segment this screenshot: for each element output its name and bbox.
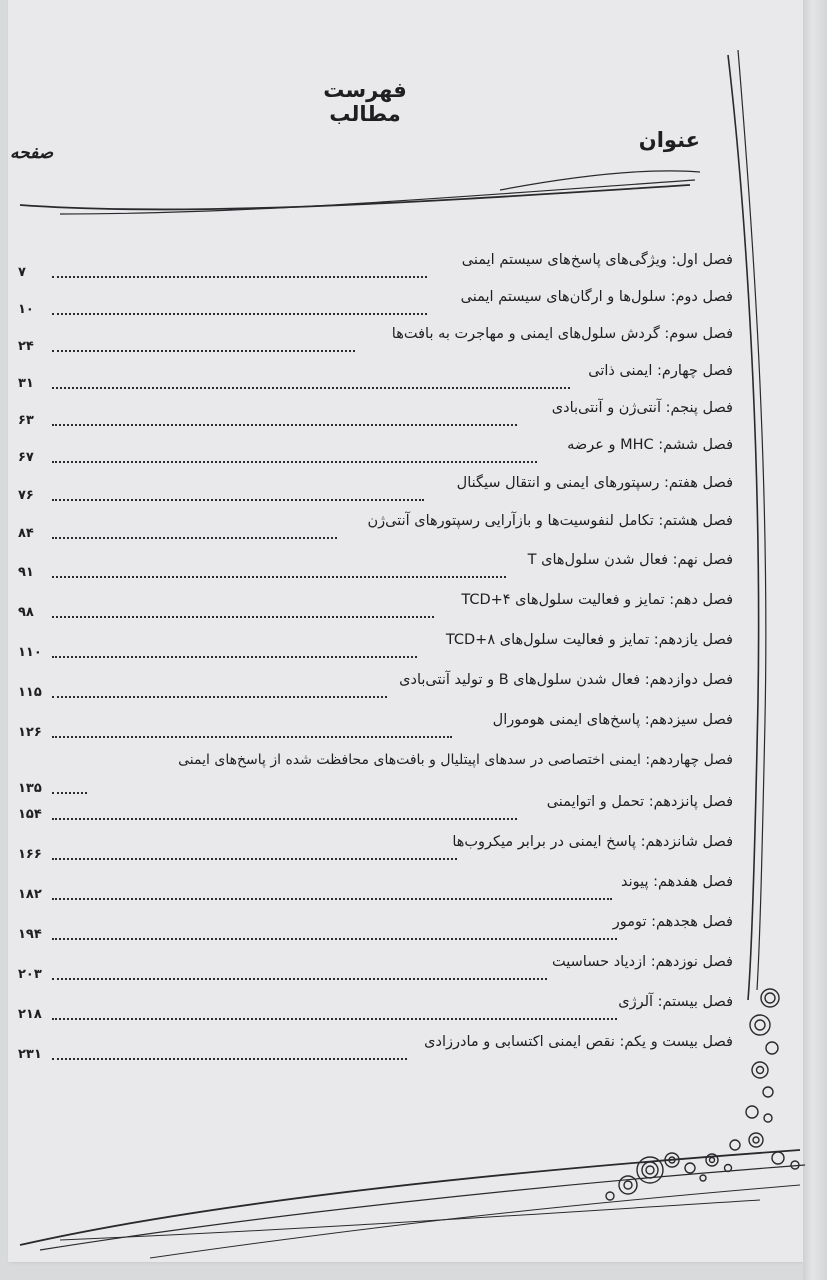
dot-leader (52, 818, 517, 820)
toc-entry-title: فصل هشتم: تکامل لنفوسیت‌ها و بازآرایی رسپتورهای آنتی‌ژن (367, 513, 733, 529)
toc-entry (0, 398, 827, 436)
toc-entry-page: ۷ (18, 265, 26, 280)
toc-entry-title: فصل هفتم: رسپتورهای ایمنی و انتقال سیگنال (456, 475, 733, 491)
toc-entry-title: فصل نوزدهم: ازدیاد حساسیت (552, 954, 733, 970)
dot-leader (52, 736, 452, 738)
toc-entry-page: ۱۶۶ (18, 847, 42, 862)
toc-entry-page: ۹۱ (18, 565, 34, 580)
toc-title: فهرست مطالب (323, 78, 407, 126)
toc-entry-page: ۱۱۵ (18, 685, 42, 700)
dot-leader (52, 1058, 407, 1060)
toc-entry-title: فصل دوم: سلول‌ها و ارگان‌های سیستم ایمنی (460, 289, 733, 305)
toc-entry-page: ۱۵۴ (18, 807, 42, 822)
dot-leader (52, 898, 612, 900)
toc-entry-page: ۸۴ (18, 526, 34, 541)
toc-entry (0, 952, 827, 990)
toc-entry (0, 912, 827, 950)
dot-leader (52, 313, 427, 315)
toc-entry-title: فصل ششم: MHC و عرضه (567, 437, 733, 453)
toc-entry-title: فصل سوم: گردش سلول‌های ایمنی و مهاجرت به بافت‌ها (391, 326, 733, 342)
dot-leader (52, 696, 387, 698)
column-page-heading: صفحه (10, 143, 54, 163)
toc-entry (0, 590, 827, 628)
toc-entry-page: ۹۸ (18, 605, 34, 620)
toc-entry-title: فصل پنجم: آنتی‌ژن و آنتی‌بادی (551, 400, 733, 416)
toc-entry-page: ۶۳ (18, 413, 34, 428)
toc-entry (0, 710, 827, 748)
toc-entry-title: فصل هجدهم: تومور (612, 914, 733, 930)
dot-leader (52, 350, 355, 352)
toc-entry (0, 832, 827, 870)
dot-leader (52, 1018, 617, 1020)
toc-entry (0, 670, 827, 708)
toc-entry (0, 550, 827, 588)
toc-entry-page: ۱۹۴ (18, 927, 42, 942)
toc-entry-page: ۷۶ (18, 488, 34, 503)
toc-entry-page: ۱۱۰ (18, 645, 42, 660)
toc-entry-page: ۲۴ (18, 339, 34, 354)
dot-leader (52, 537, 337, 539)
toc-entry (0, 1032, 827, 1070)
column-title-heading: عنوان (638, 128, 700, 152)
toc-entry (0, 435, 827, 473)
toc-entry (0, 792, 827, 830)
dot-leader (52, 276, 427, 278)
dot-leader (52, 424, 517, 426)
toc-entry (0, 361, 827, 399)
toc-entry-title: فصل سیزدهم: پاسخ‌های ایمنی هومورال (492, 712, 733, 728)
toc-entry-page: ۳۱ (18, 376, 34, 391)
toc-entry (0, 250, 827, 288)
toc-entry (0, 324, 827, 362)
toc-entry (0, 473, 827, 511)
toc-entry-page: ۲۳۱ (18, 1047, 42, 1062)
dot-leader (52, 858, 457, 860)
dot-leader (52, 938, 617, 940)
toc-entry-page: ۶۷ (18, 450, 34, 465)
toc-entry-title: فصل دهم: تمایز و فعالیت سلول‌های ۴+TCD (461, 592, 733, 608)
toc-entry-page: ۲۱۸ (18, 1007, 42, 1022)
toc-entry-title: فصل بیستم: آلرژی (618, 994, 733, 1010)
toc-entry-title: فصل چهاردهم: ایمنی اختصاصی در سدهای اپیتلیال و بافت‌های محافظت شده از پاسخ‌های ایمنی (178, 752, 733, 768)
toc-entry (0, 872, 827, 910)
dot-leader (52, 978, 547, 980)
toc-entry-title: فصل دوازدهم: فعال شدن سلول‌های B و تولید آنتی‌بادی (399, 672, 733, 688)
dot-leader (52, 461, 537, 463)
toc-entry-title: فصل هفدهم: پیوند (620, 874, 733, 890)
toc-entry-page: ۲۰۳ (18, 967, 42, 982)
toc-entry (0, 511, 827, 549)
toc-entry (0, 750, 827, 796)
dot-leader (52, 387, 570, 389)
toc-entry-title: فصل شانزدهم: پاسخ ایمنی در برابر میکروب‌ها (452, 834, 733, 850)
toc-entry-page: ۱۳۵ (18, 781, 42, 796)
toc-entry-title: فصل نهم: فعال شدن سلول‌های T (527, 552, 733, 568)
toc-entry-title: فصل چهارم: ایمنی ذاتی (588, 363, 733, 379)
toc-entry-page: ۱۰ (18, 302, 34, 317)
toc-entry-page: ۱۲۶ (18, 725, 42, 740)
dot-leader (52, 499, 424, 501)
toc-entry-title: فصل اول: ویژگی‌های پاسخ‌های سیستم ایمنی (461, 252, 733, 268)
toc-entry (0, 992, 827, 1030)
toc-entry-page: ۱۸۲ (18, 887, 42, 902)
toc-entry (0, 287, 827, 325)
toc-entry-title: فصل پانزدهم: تحمل و اتوایمنی (546, 794, 733, 810)
dot-leader (52, 616, 434, 618)
dot-leader (52, 656, 417, 658)
dot-leader (52, 576, 506, 578)
toc-entry (0, 630, 827, 668)
toc-entry-title: فصل بیست و یکم: نقص ایمنی اکتسابی و مادرزادی (424, 1034, 733, 1050)
toc-entry-title: فصل یازدهم: تمایز و فعالیت سلول‌های ۸+TCD (445, 632, 733, 648)
